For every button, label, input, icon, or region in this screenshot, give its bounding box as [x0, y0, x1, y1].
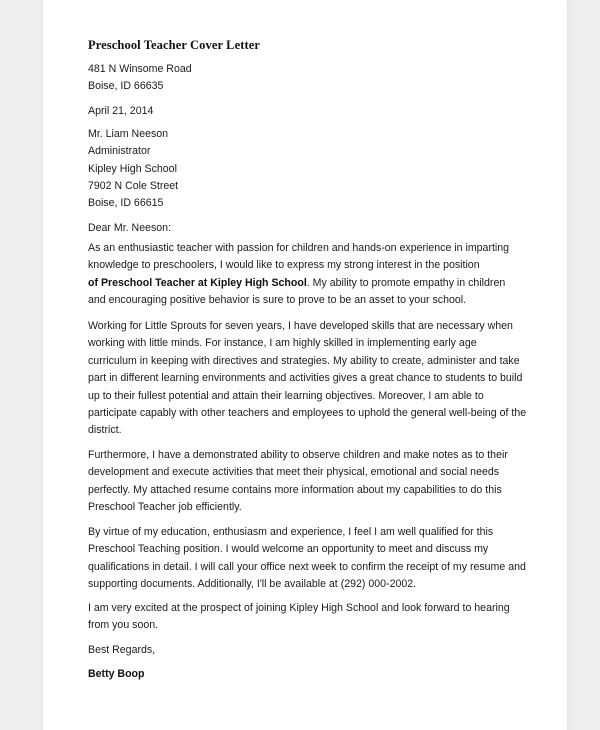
paragraph-line: Furthermore, I have a demonstrated ability to observe children and make notes as to their: [88, 449, 508, 461]
paragraph-text: . My ability to promote empathy in children: [306, 276, 506, 289]
paragraph-line: participate capably with other teachers and employees to uphold the general well-being of the: [88, 407, 527, 420]
salutation: Dear Mr. Neeson:: [88, 222, 172, 234]
paragraph-line: curriculum in keeping with directives and strategies. My ability to create, administer and take: [88, 354, 520, 367]
paragraph-line: development and execute activities that meet their physical, emotional and social needs: [88, 466, 500, 479]
paragraph-experience: [88, 318, 548, 440]
paragraph-line: Preschool Teacher job efficiently.: [88, 501, 242, 514]
paragraph-line: perfectly. My attached resume contains more information about my capabilities to do this: [88, 483, 502, 496]
paragraph-closing: [88, 600, 548, 635]
sender-address-line1: 481 N Winsome Road: [88, 63, 192, 75]
paragraph-line: part in different learning environments and activities gives a great chance to students to build: [88, 372, 523, 385]
recipient-name: Mr. Liam Neeson: [88, 128, 169, 140]
paragraph-line: supporting documents. Additionally, I'll be available at (292) 000-2002.: [88, 578, 417, 591]
closing: Best Regards,: [88, 644, 156, 656]
paragraph-line: knowledge to preschoolers, I would like to express my strong interest in the position: [88, 259, 480, 272]
signature-name: Betty Boop: [88, 668, 145, 680]
paragraph-line: up to their fullest potential and attain their learning objectives. Moreover, I am able to: [88, 389, 484, 402]
paragraph-line: and encouraging positive behavior is sure to prove to be an asset to your school.: [88, 294, 467, 307]
paragraph-line: Preschool Teaching position. I would welcome an opportunity to meet and discuss my: [88, 543, 489, 556]
paragraph-line: qualifications in detail. I will call your office next week to confirm the receipt of my resume and: [88, 560, 526, 573]
recipient-school: Kipley High School: [88, 163, 177, 175]
recipient-address-line2: Boise, ID 66615: [88, 197, 164, 209]
paragraph-line: I am very excited at the prospect of joining Kipley High School and look forward to hearing: [88, 602, 510, 614]
paragraph-qualifications: [88, 524, 548, 594]
letter-date: April 21, 2014: [88, 105, 154, 117]
paragraph-line: working with little minds. For instance, I am highly skilled in implementing early age: [88, 337, 477, 350]
sender-address-line2: Boise, ID 66635: [88, 80, 164, 92]
paragraph-line: Working for Little Sprouts for seven years, I have developed skills that are necessary when: [88, 320, 513, 332]
paragraph-line: By virtue of my education, enthusiasm and experience, I feel I am well qualified for this: [88, 526, 494, 538]
recipient-title: Administrator: [88, 145, 151, 157]
paragraph-abilities: [88, 447, 548, 517]
paragraph-intro: [88, 240, 548, 310]
recipient-address-line1: 7902 N Cole Street: [88, 180, 179, 192]
paragraph-line: district.: [88, 424, 122, 437]
paragraph-line: from you soon.: [88, 619, 159, 632]
paragraph-line: As an enthusiastic teacher with passion for children and hands-on experience in imparting: [88, 242, 510, 254]
paragraph-line: [88, 275, 548, 292]
position-name: of Preschool Teacher at Kipley High School: [88, 276, 307, 289]
document-title: Preschool Teacher Cover Letter: [88, 38, 261, 52]
